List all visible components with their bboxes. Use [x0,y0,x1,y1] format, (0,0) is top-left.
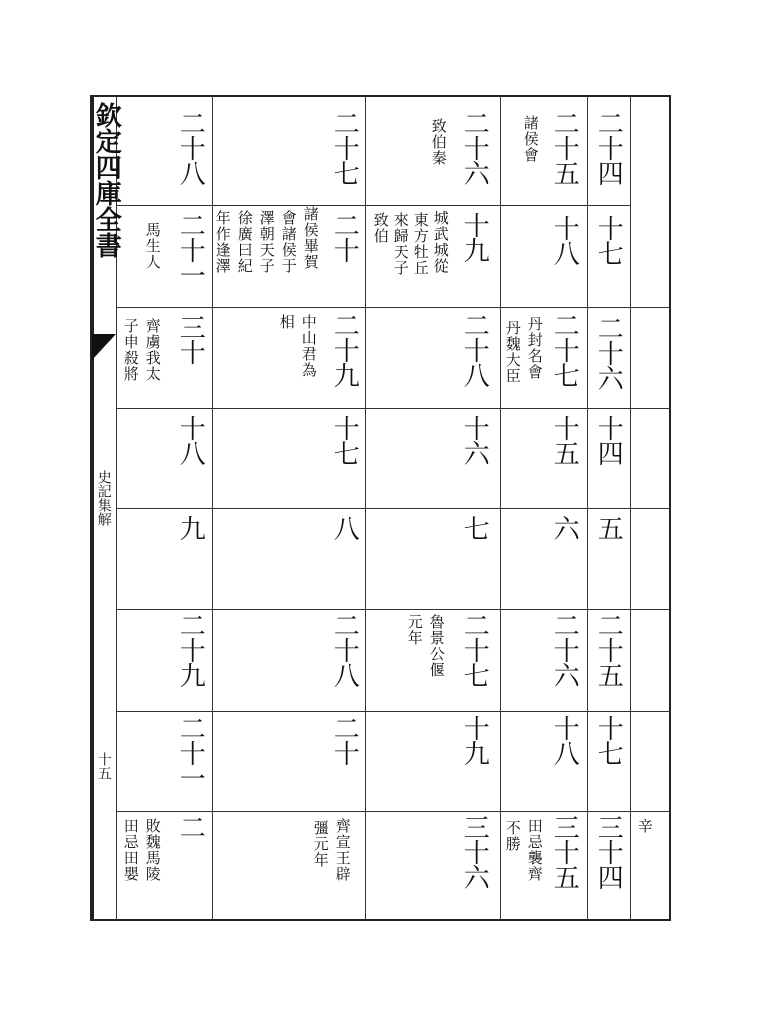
cell-note: 子申殺將 [121,318,140,382]
cell-note: 齊虜我太 [143,318,162,382]
row-divider [116,307,670,308]
fishtail-mark [92,334,116,360]
cell-note: 敗魏馬陵 [143,818,162,882]
cell-number: 九 [175,515,206,540]
cell-note: 不勝 [503,820,522,852]
cell-number: 二十六 [549,612,580,687]
cell-number: 二十 [329,715,360,765]
cell-note: 彊元年 [311,820,330,868]
cell-note: 馬生人 [143,222,162,270]
cell-number: 十七 [329,415,360,465]
cell-number: 二十五 [593,612,624,687]
cell-number: 十八 [549,215,580,265]
cell-number: 八 [329,515,360,540]
cell-number: 二十六 [459,110,490,185]
row-divider [116,408,670,409]
row-divider [116,508,670,509]
row-divider [116,711,670,712]
cell-note: 來歸天子 [391,212,410,276]
book-name: 史記集解 [95,470,112,526]
cell-number: 十九 [459,212,490,262]
cell-number: 十七 [593,215,624,265]
cell-number: 二十九 [175,612,206,687]
cell-note: 元年 [405,614,424,646]
cell-number: 十八 [175,415,206,465]
cell-note: 中山君為 [299,314,318,378]
cell-number: 二十七 [549,312,580,387]
cell-number: 二十八 [459,312,490,387]
cell-note: 相 [277,314,296,330]
row-divider [116,811,670,812]
cell-number: 十八 [549,715,580,765]
cell-note: 澤朝天子 [257,210,276,274]
cell-number: 二十七 [459,612,490,687]
cell-number: 三十六 [459,814,490,889]
cell-note: 丹魏大臣 [503,320,522,384]
cell-number: 二十六 [593,315,624,390]
cell-number: 二 [175,814,206,839]
cell-note: 徐廣曰紀 [235,210,254,274]
cell-number: 三十五 [549,814,580,889]
cell-number: 三十四 [593,814,624,889]
cell-number: 七 [459,515,490,540]
cell-number: 十七 [593,715,624,765]
cell-number: 二十七 [329,110,360,185]
cell-number: 十四 [593,415,624,465]
page-number: 十五 [95,752,112,780]
cell-note: 諸侯會 [521,115,540,163]
book-title: 欽定四庫全書 [91,102,122,258]
cell-note: 年作逢澤 [213,210,232,274]
cell-number: 二十一 [175,715,206,790]
cell-number: 十五 [549,415,580,465]
cell-number: 十九 [459,715,490,765]
row-divider [116,205,630,206]
cell-note: 致伯秦 [429,118,448,166]
cell-number: 三十 [175,314,206,364]
cell-number: 二十 [329,212,360,262]
cell-number: 二十八 [329,612,360,687]
cell-note: 諸侯畢賀 [301,206,320,270]
cell-number: 十六 [459,415,490,465]
cell-number: 二十八 [175,110,206,185]
cell-note: 丹封名會 [525,316,544,380]
cell-number: 五 [593,515,624,540]
cell-note: 齊宣王辟 [333,818,352,882]
column-label: 辛 [635,818,654,834]
cell-note: 會諸侯于 [279,210,298,274]
row-divider [116,609,670,610]
cell-number: 六 [549,515,580,540]
cell-note: 致伯 [371,212,390,244]
cell-note: 東方牡丘 [411,212,430,276]
cell-note: 田忌襲齊 [525,818,544,882]
cell-note: 魯景公偃 [427,614,446,678]
cell-number: 二十一 [175,212,206,287]
cell-number: 二十五 [549,110,580,185]
cell-note: 城武城從 [431,210,450,274]
cell-number: 二十九 [329,312,360,387]
cell-number: 二十四 [593,110,624,185]
cell-note: 田忌田嬰 [121,818,140,882]
